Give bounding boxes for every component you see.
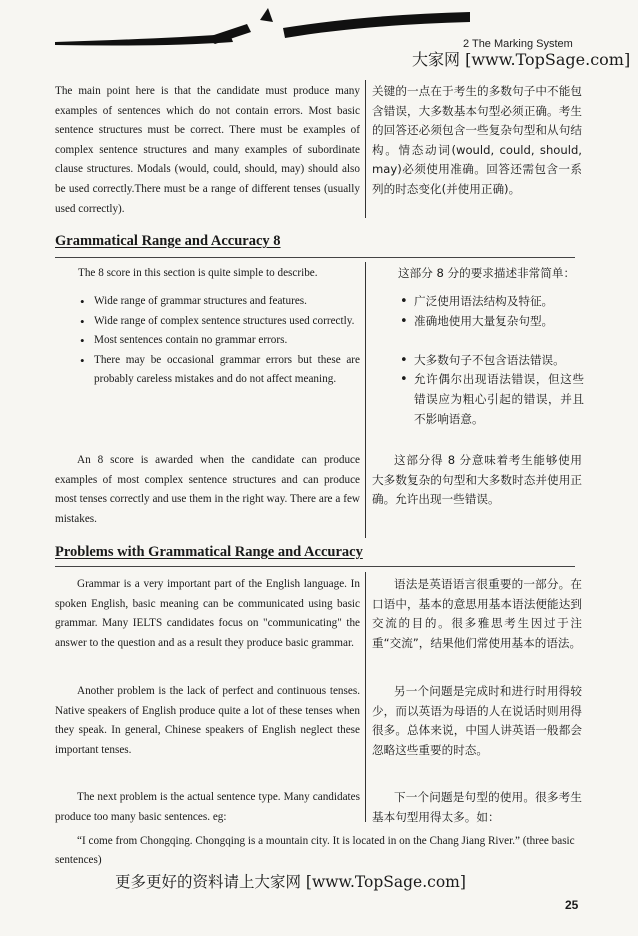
section1-summary-en: An 8 score is awarded when the candidate can produce examples of most complex sentence structures and can produce most tenses correctly and use them in the right way. There are a few mistakes. xyxy=(55,454,360,525)
intro-text-en: The main point here is that the candidate must produce many examples of sentences which do not contain errors. Most basic sentence structures must be correct. There must be examples of complex sentence structures and many examples of subordinate clause structures. Modals (would, could, should, may) should also be used correctly.There must be a range of different tenses (usually used correctly). xyxy=(55,85,360,215)
section1-lead-en: The 8 score in this section is quite simple to describe. xyxy=(78,267,318,279)
footer-watermark: 更多更好的资料请上大家网 [www.TopSage.com] xyxy=(115,873,466,891)
section-rule xyxy=(55,257,575,258)
problem-paragraph-en-2: Another problem is the lack of perfect and continuous tenses. Native speakers of English produce quite a lot of these tenses when they speak. In general, Chinese speakers of English neglect these important tenses. xyxy=(55,685,360,756)
section1-bullets-zh xyxy=(398,292,584,429)
column-divider xyxy=(365,80,366,218)
problem-paragraph-zh-2: 另一个问题是完成时和进行时用得较少，而以英语为母语的人在说话时则用得很多。总体来说，中国人讲英语一般都会忽略这些重要的时态。 xyxy=(372,684,582,757)
example-sentences: “I come from Chongqing. Chongqing is a mountain city. It is located in on the Chang Jiang River.” (three basic sentences) xyxy=(55,835,575,866)
section-heading-problems: Problems with Grammatical Range and Accuracy xyxy=(55,544,363,560)
problem-paragraph-zh-3: 下一个问题是句型的使用。很多考生基本句型用得太多。如： xyxy=(372,790,582,824)
problem-paragraph-en-3: The next problem is the actual sentence type. Many candidates produce too many basic sentences. eg: xyxy=(55,791,360,823)
section1-lead-zh: 这部分 8 分的要求描述非常简单： xyxy=(398,266,576,280)
section1-bullets-en xyxy=(78,292,360,390)
list-item: • 准确地使用大量复杂句型。 xyxy=(398,312,584,332)
list-item: • Most sentences contain no grammar errors. xyxy=(78,331,360,351)
header-watermark: 大家网 [www.TopSage.com] xyxy=(412,50,631,69)
column-divider xyxy=(365,262,366,538)
list-item: • Wide range of grammar structures and features. xyxy=(78,292,360,312)
list-item: • 允许偶尔出现语法错误，但这些错误应为粗心引起的错误，并且不影响语意。 xyxy=(398,370,584,429)
page-number: 25 xyxy=(565,898,579,912)
section-rule xyxy=(55,566,575,567)
column-divider xyxy=(365,572,366,822)
section-heading-range-accuracy-8: Grammatical Range and Accuracy 8 xyxy=(55,233,281,249)
problem-paragraph-zh-1: 语法是英语语言很重要的一部分。在口语中，基本的意思用基本语法便能达到交流的目的。很多雅思考生因过于注重“交流”，结果他们常使用基本的语法。 xyxy=(372,577,582,650)
list-item: • 广泛使用语法结构及特征。 xyxy=(398,292,584,312)
list-item: • There may be occasional grammar errors but these are probably careless mistakes and do not affect meaning. xyxy=(78,351,360,390)
intro-text-zh: 关键的一点在于考生的多数句子中不能包含错误，大多数基本句型必须正确。考生的回答还必须包含一些复杂句型和从句结构。情态动词(would, could, should, may)必须使用准确。回答还需包含一系列的时态变化(并使用正确)。 xyxy=(372,84,582,196)
header-brush-stroke-graphic xyxy=(55,8,475,48)
problem-paragraph-en-1: Grammar is a very important part of the English language. In spoken English, basic meaning can be communicated using basic grammar. Many IELTS candidates focus on "communicating" the answer to the question and as a result they produce basic grammar. xyxy=(55,578,360,649)
section1-summary-zh: 这部分得 8 分意味着考生能够使用大多数复杂的句型和大多数时态并使用正确。允许出现一些错误。 xyxy=(372,453,582,507)
chapter-title: 2 The Marking System xyxy=(463,38,573,50)
list-item: • 大多数句子不包含语法错误。 xyxy=(398,351,584,371)
list-item: • Wide range of complex sentence structures used correctly. xyxy=(78,312,360,332)
